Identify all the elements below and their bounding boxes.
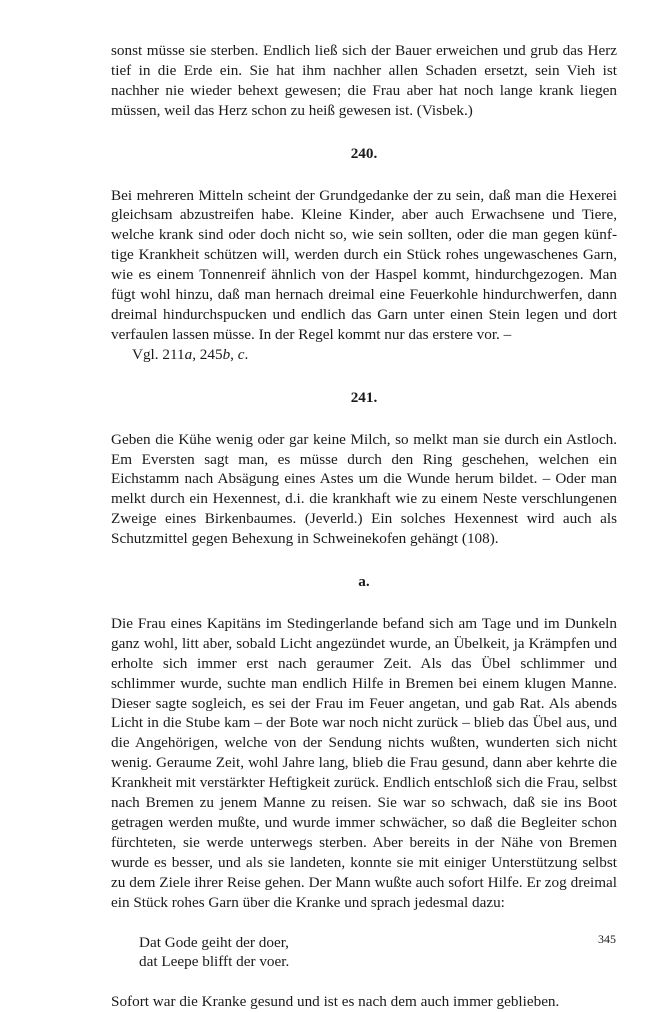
ref-b: b xyxy=(222,345,231,363)
page-body xyxy=(111,41,617,1012)
cross-reference xyxy=(111,345,617,365)
page-number: 345 xyxy=(598,932,616,946)
section-heading-240: 240. xyxy=(350,144,378,162)
verse xyxy=(139,933,617,973)
intro-paragraph: sonst müsse sie sterben. Endlich ließ sich der Bauer erweichen und grub das Herz tief in die Erde ein. Sie hat ihm nachher allen Schaden ersetzt, sein Vieh ist nachher nie wieder behext gewesen; die Frau aber hat noch lange krank liegen müssen, weil das Herz schon zu heiß gewesen ist. (Visbek.) xyxy=(111,42,617,119)
ref-a: a xyxy=(184,345,193,363)
section-241-body: Geben die Kühe wenig oder gar keine Milch, so melkt man sie durch ein Astloch. Em Eversten sagt man, es müsse durch den Ring geschehen, welchen ein Eichstamm nach Absägung eines Astes um die Wunde herum bildet. – Oder man melkt durch ein Hexennest, d.i. die krankhaft wie zu einem Neste verschlungenen Zweige eines Birkenbaumes. (Jeverld.) Ein solches Hexennest wird auch als Schutzmittel gegen Behexung in Schweinekofen gehängt (108). xyxy=(111,430,617,548)
ref-mid: , 245 xyxy=(192,345,223,363)
closing-paragraph: Sofort war die Kranke gesund und ist es nach dem auch immer geblieben. xyxy=(111,993,560,1011)
ref-c: c xyxy=(237,345,245,363)
section-heading-a: a. xyxy=(358,573,370,591)
ref-sep: , xyxy=(230,345,238,363)
section-heading-241: 241. xyxy=(350,388,378,406)
section-a-body: Die Frau eines Kapitäns im Stedingerlande befand sich am Tage und im Dunkeln ganz wohl, litt aber, sobald Licht angezündet wurde, an Übelkeit, ja Krämpfen und erholte sich immer erst nach geraumer Zeit. Als das Übel schlimmer und schlimmer wurde, suchte man endlich Hilfe in Bremen bei einem klugen Manne. Dieser sagte sogleich, es sei der Frau im Feuer angetan, und gab Rat. Als abends Licht in die Stube kam – der Bote war noch nicht zurück – blieb das Übel aus, und die Angehörigen, welche von der Sendung nichts wußten, wunderten sich nicht wenig. Geraume Zeit, wohl Jahre lang, blieb die Frau gesund, dann aber kehrte die Krankheit mit verstärkter Heftigkeit zurück. Endlich entschloß sich die Frau, selbst nach Bremen zu jenem Manne zu reisen. Sie war so schwach, daß sie ins Boot getragen werden mußte, und wurde immer schwächer, so daß die Begleiter schon fürchteten, sie werde unterwegs sterben. Aber bereits in der Nähe von Bremen wurde es besser, und als sie landeten, konnte sie mit einiger Unterstützung selbst zu dem Ziele ihrer Reise gehen. Der Mann wußte auch sofort Hilfe. Er zog dreimal ein Stück rohes Garn über die Kranke und sprach jedesmal dazu: xyxy=(111,614,617,911)
ref-end: . xyxy=(244,345,249,363)
section-240-body: Bei mehreren Mitteln scheint der Grundgedanke der zu sein, daß man die Hexerei gleichsam abzustreifen habe. Kleine Kinder, aber auch Erwachsene und Tiere, welche krank sind oder doch nicht so, wie sein sollten, oder die man gegen künftige Krankheit schützen will, werden durch ein Stück rohes ungewaschenes Garn, wie es einem Tonnenreif ähnlich von der Haspel kommt, hindurchgezogen. Man fügt wohl hinzu, daß man hernach dreimal eine Feuerkohle hindurchwerfen, dann dreimal hindurchspucken und endlich das Garn unter einen Stein legen und dort verfaulen lassen müsse. In der Regel kommt nur das erstere vor. – xyxy=(111,186,617,343)
verse-line-2: dat Leepe blifft der voer. xyxy=(139,953,290,971)
verse-line-1: Dat Gode geiht der doer, xyxy=(139,933,289,951)
ref-prefix: Vgl. 211 xyxy=(132,345,185,363)
